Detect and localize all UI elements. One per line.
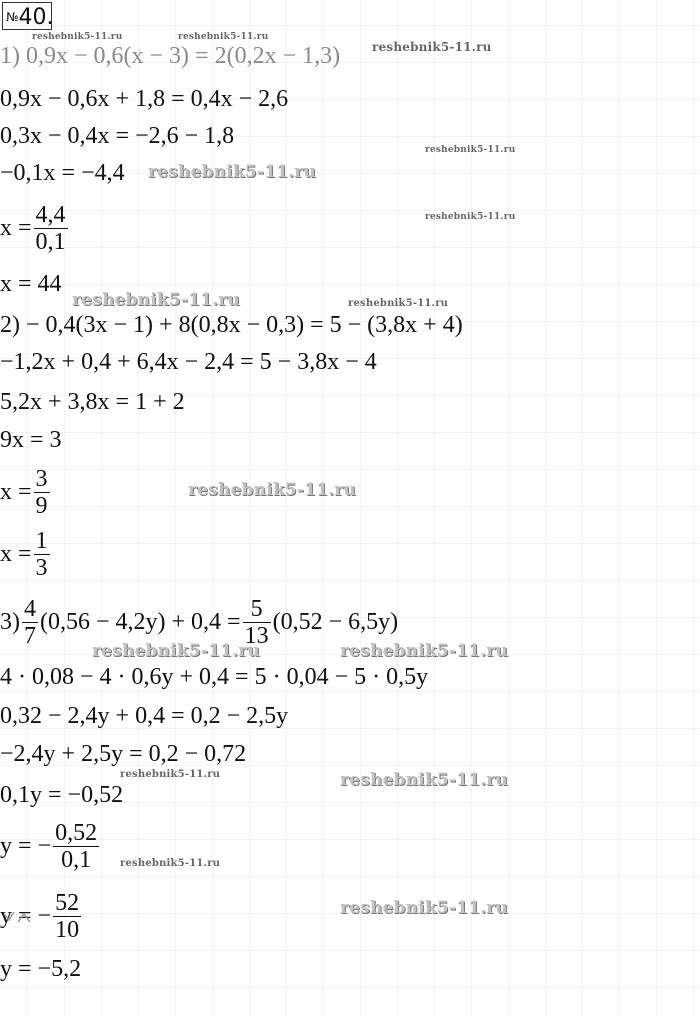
part2-step-1: −1,2x + 0,4 + 6,4x − 2,4 = 5 − 3,8x − 4 <box>0 349 377 375</box>
part3-fraction-052-01 <box>53 820 99 874</box>
watermark-large: reshebnik5-11.ru <box>92 641 260 661</box>
part1-fraction <box>34 202 68 256</box>
problem-number-box <box>2 2 52 30</box>
part3-fraction-52-10 <box>53 890 81 944</box>
fraction-denominator: 0,1 <box>61 847 92 874</box>
number-sign: № <box>6 10 19 24</box>
part2-step-2: 5,2x + 3,8x = 1 + 2 <box>0 389 185 415</box>
pencil-scribble-mark <box>0 900 40 930</box>
fraction-numerator: 4,4 <box>35 202 66 228</box>
fraction-denominator: 13 <box>244 623 269 650</box>
watermark-large: reshebnik5-11.ru <box>340 770 508 790</box>
fraction-numerator: 3 <box>35 466 48 492</box>
part3-fraction-4-7 <box>22 596 38 650</box>
part1-step-1: 0,9x − 0,6x + 1,8 = 0,4x − 2,6 <box>0 86 289 112</box>
fraction-numerator: 1 <box>35 528 48 554</box>
fraction-numerator: 0,52 <box>55 820 98 846</box>
part1-step-4 <box>0 202 70 256</box>
part3-prefix: 3) <box>0 609 20 636</box>
part3-step-4: 0,1y = −0,52 <box>0 782 124 808</box>
part1-answer: x = 44 <box>0 271 62 297</box>
part3-step-5 <box>0 820 101 874</box>
part2-step-3: 9x = 3 <box>0 427 62 453</box>
watermark-large: reshebnik5-11.ru <box>72 290 240 310</box>
part3-middle: (0,56 − 4,2y) + 0,4 = <box>40 609 241 636</box>
fraction-denominator: 10 <box>55 917 80 944</box>
part2-step-4 <box>0 466 52 520</box>
part1-step-3: −0,1x = −4,4 <box>0 160 125 186</box>
fraction-denominator: 0,1 <box>35 229 66 256</box>
watermark-small: reshebnik5-11.ru <box>32 32 123 42</box>
part3-step-6-lhs: y = − <box>0 903 52 930</box>
problem-number: 40. <box>18 5 54 30</box>
part1-step-4-lhs: x = <box>0 215 32 242</box>
fraction-denominator: 3 <box>35 555 48 582</box>
watermark-small: reshebnik5-11.ru <box>372 40 492 54</box>
part2-fraction-1 <box>34 466 50 520</box>
watermark-small: reshebnik5-11.ru <box>425 145 516 155</box>
fraction-numerator: 52 <box>55 890 80 916</box>
part2-step-4-lhs: x = <box>0 479 32 506</box>
part2-fraction-2 <box>34 528 50 582</box>
part2-answer <box>0 528 52 582</box>
part1-equation: 1) 0,9x − 0,6(x − 3) = 2(0,2x − 1,3) <box>0 43 341 69</box>
watermark-small: reshebnik5-11.ru <box>120 858 221 869</box>
watermark-large: reshebnik5-11.ru <box>340 898 508 918</box>
watermark-large: reshebnik5-11.ru <box>340 641 508 661</box>
part2-equation: 2) − 0,4(3x − 1) + 8(0,8x − 0,3) = 5 − (3,8x + 4) <box>0 312 463 338</box>
fraction-numerator: 4 <box>24 596 36 622</box>
fraction-numerator: 5 <box>243 596 271 623</box>
watermark-small: reshebnik5-11.ru <box>348 298 449 309</box>
part3-step-1: 4 · 0,08 − 4 · 0,6y + 0,4 = 5 · 0,04 − 5 · 0,5y <box>0 664 429 690</box>
part3-step-3: −2,4y + 2,5y = 0,2 − 0,72 <box>0 741 247 767</box>
watermark-large: reshebnik5-11.ru <box>188 480 356 500</box>
part3-step-5-lhs: y = − <box>0 833 52 860</box>
part3-step-2: 0,32 − 2,4y + 0,4 = 0,2 − 2,5y <box>0 703 289 729</box>
fraction-denominator: 7 <box>24 623 36 650</box>
part2-answer-lhs: x = <box>0 541 32 568</box>
part1-step-2: 0,3x − 0,4x = −2,6 − 1,8 <box>0 123 235 149</box>
fraction-denominator: 9 <box>35 493 48 520</box>
watermark-small: reshebnik5-11.ru <box>178 32 269 42</box>
watermark-small: reshebnik5-11.ru <box>425 212 516 222</box>
watermark-large: reshebnik5-11.ru <box>148 162 316 182</box>
part3-answer: y = −5,2 <box>0 956 82 982</box>
watermark-small: reshebnik5-11.ru <box>120 769 221 780</box>
part3-end: (0,52 − 6,5y) <box>272 609 399 636</box>
